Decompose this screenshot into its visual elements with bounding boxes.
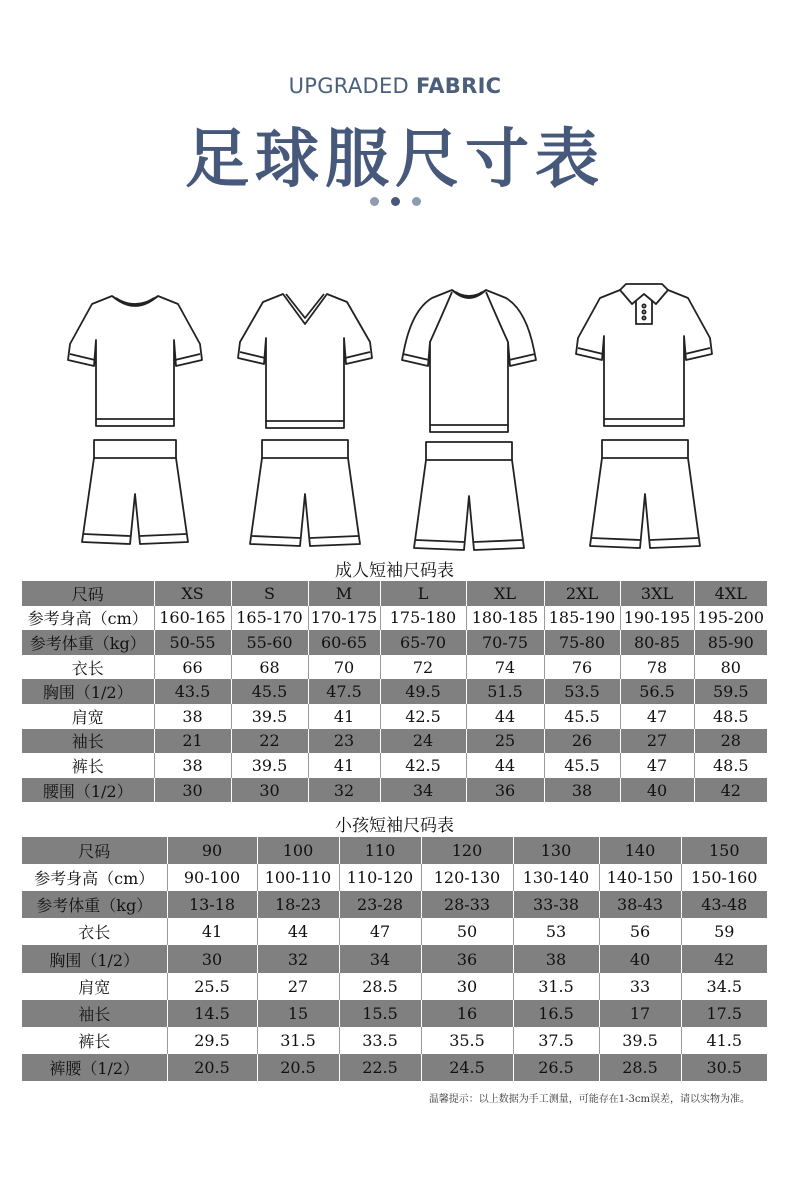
table-cell: 23-28 (339, 891, 421, 918)
table-caption: 小孩短袖尺码表 (22, 810, 767, 837)
shorts-icon (82, 440, 188, 544)
table-cell: 14.5 (167, 1000, 257, 1027)
table-cell: 47 (620, 753, 694, 778)
table-cell: 45.5 (231, 679, 308, 704)
table-cell: 44 (257, 918, 339, 945)
table-cell: 110-120 (339, 864, 421, 891)
row-label: 尺码 (22, 581, 154, 606)
table-row (22, 704, 767, 729)
table-cell: 39.5 (231, 704, 308, 729)
table-cell: 38 (154, 753, 231, 778)
size-header-cell: M (308, 581, 380, 606)
row-label: 裤长 (22, 1027, 167, 1054)
table-cell: 31.5 (257, 1027, 339, 1054)
table-cell: 175-180 (380, 606, 466, 631)
table-row (22, 729, 767, 754)
row-label: 参考身高（cm） (22, 606, 154, 631)
table-cell: 30 (421, 973, 513, 1000)
table-cell: 30 (167, 945, 257, 972)
table-row (22, 630, 767, 655)
table-cell: 72 (380, 655, 466, 680)
table-cell: 59.5 (694, 679, 767, 704)
table-cell: 42.5 (380, 704, 466, 729)
table-cell: 80-85 (620, 630, 694, 655)
table-cell: 50 (421, 918, 513, 945)
table-cell: 38-43 (599, 891, 681, 918)
row-label: 肩宽 (22, 704, 154, 729)
table-cell: 24 (380, 729, 466, 754)
row-label: 袖长 (22, 729, 154, 754)
table-cell: 42 (694, 778, 767, 803)
table-cell: 26 (544, 729, 620, 754)
table-cell: 18-23 (257, 891, 339, 918)
table-cell: 150-160 (681, 864, 767, 891)
shorts-icon (250, 440, 360, 546)
table-row (22, 1027, 767, 1054)
table-cell: 35.5 (421, 1027, 513, 1054)
table-cell: 38 (154, 704, 231, 729)
table-cell: 53 (513, 918, 599, 945)
garment-illustrations (0, 280, 790, 555)
table-cell: 37.5 (513, 1027, 599, 1054)
table-row (22, 655, 767, 680)
table-cell: 15 (257, 1000, 339, 1027)
table-cell: 25.5 (167, 973, 257, 1000)
size-header-cell: 90 (167, 837, 257, 864)
table-cell: 140-150 (599, 864, 681, 891)
table-cell: 24.5 (421, 1054, 513, 1081)
table-cell: 59 (681, 918, 767, 945)
table-cell: 76 (544, 655, 620, 680)
decorative-dots (370, 197, 422, 207)
table-cell: 130-140 (513, 864, 599, 891)
size-header-cell: XS (154, 581, 231, 606)
table-cell: 55-60 (231, 630, 308, 655)
size-header-cell: 3XL (620, 581, 694, 606)
table-cell: 28-33 (421, 891, 513, 918)
table-cell: 33 (599, 973, 681, 1000)
table-row (22, 753, 767, 778)
row-label: 胸围（1/2） (22, 679, 154, 704)
table-caption-row (22, 810, 767, 837)
table-cell: 165-170 (231, 606, 308, 631)
table-cell: 120-130 (421, 864, 513, 891)
measurement-note: 温馨提示：以上数据为手工测量，可能存在1-3cm误差，请以实物为准。 (428, 1094, 750, 1105)
table-row (22, 1000, 767, 1027)
table-cell: 80 (694, 655, 767, 680)
table-cell: 22 (231, 729, 308, 754)
size-header-cell: 110 (339, 837, 421, 864)
table-cell: 195-200 (694, 606, 767, 631)
row-label: 肩宽 (22, 973, 167, 1000)
table-row (22, 679, 767, 704)
size-header-cell: XL (466, 581, 544, 606)
dot-icon (412, 197, 421, 206)
shorts-icon (590, 440, 700, 548)
table-cell: 41 (308, 753, 380, 778)
table-cell: 30 (154, 778, 231, 803)
size-header-cell: 120 (421, 837, 513, 864)
table-cell: 30.5 (681, 1054, 767, 1081)
row-label: 裤长 (22, 753, 154, 778)
table-cell: 56 (599, 918, 681, 945)
table-cell: 39.5 (231, 753, 308, 778)
table-cell: 44 (466, 704, 544, 729)
table-cell: 48.5 (694, 753, 767, 778)
table-cell: 60-65 (308, 630, 380, 655)
table-cell: 39.5 (599, 1027, 681, 1054)
table-cell: 38 (544, 778, 620, 803)
table-cell: 41.5 (681, 1027, 767, 1054)
table-cell: 15.5 (339, 1000, 421, 1027)
table-cell: 42.5 (380, 753, 466, 778)
table-cell: 36 (466, 778, 544, 803)
table-cell: 47.5 (308, 679, 380, 704)
table-row (22, 606, 767, 631)
size-header-cell: S (231, 581, 308, 606)
row-label: 袖长 (22, 1000, 167, 1027)
table-cell: 180-185 (466, 606, 544, 631)
table-cell: 190-195 (620, 606, 694, 631)
table-cell: 33.5 (339, 1027, 421, 1054)
row-label: 腰围（1/2） (22, 778, 154, 803)
table-cell: 43.5 (154, 679, 231, 704)
table-cell: 48.5 (694, 704, 767, 729)
size-header-cell: L (380, 581, 466, 606)
row-label: 胸围（1/2） (22, 945, 167, 972)
table-cell: 34 (380, 778, 466, 803)
table-cell: 29.5 (167, 1027, 257, 1054)
table-cell: 70-75 (466, 630, 544, 655)
table-cell: 185-190 (544, 606, 620, 631)
table-cell: 56.5 (620, 679, 694, 704)
table-cell: 26.5 (513, 1054, 599, 1081)
row-label: 衣长 (22, 918, 167, 945)
size-header-cell: 140 (599, 837, 681, 864)
table-cell: 17 (599, 1000, 681, 1027)
table-cell: 16 (421, 1000, 513, 1027)
table-row (22, 918, 767, 945)
row-label: 参考体重（kg） (22, 630, 154, 655)
table-cell: 34 (339, 945, 421, 972)
table-row (22, 891, 767, 918)
table-cell: 27 (257, 973, 339, 1000)
table-cell: 33-38 (513, 891, 599, 918)
table-cell: 20.5 (257, 1054, 339, 1081)
table-cell: 16.5 (513, 1000, 599, 1027)
table-cell: 28 (694, 729, 767, 754)
table-cell: 74 (466, 655, 544, 680)
table-cell: 30 (231, 778, 308, 803)
row-label: 衣长 (22, 655, 154, 680)
table-row (22, 778, 767, 803)
v-neck-shirt-icon (238, 294, 372, 428)
table-cell: 32 (257, 945, 339, 972)
table-cell: 47 (620, 704, 694, 729)
crew-neck-shirt-icon (68, 296, 202, 426)
table-cell: 40 (620, 778, 694, 803)
dot-icon (370, 197, 379, 206)
table-cell: 170-175 (308, 606, 380, 631)
size-header-cell: 4XL (694, 581, 767, 606)
table-cell: 90-100 (167, 864, 257, 891)
table-cell: 68 (231, 655, 308, 680)
subtitle-light: UPGRADED (288, 74, 416, 98)
table-cell: 43-48 (681, 891, 767, 918)
shorts-icon (414, 442, 524, 550)
table-cell: 40 (599, 945, 681, 972)
table-cell: 53.5 (544, 679, 620, 704)
table-row (22, 1054, 767, 1081)
size-header-cell: 2XL (544, 581, 620, 606)
row-label: 裤腰（1/2） (22, 1054, 167, 1081)
size-header-cell: 150 (681, 837, 767, 864)
table-row (22, 973, 767, 1000)
table-cell: 65-70 (380, 630, 466, 655)
table-cell: 23 (308, 729, 380, 754)
raglan-shirt-icon (402, 290, 536, 432)
table-cell: 13-18 (167, 891, 257, 918)
size-header-cell: 100 (257, 837, 339, 864)
table-header-row (22, 837, 767, 864)
table-cell: 27 (620, 729, 694, 754)
table-cell: 31.5 (513, 973, 599, 1000)
table-caption-row (22, 556, 767, 581)
subtitle-bold: FABRIC (416, 74, 502, 98)
table-cell: 51.5 (466, 679, 544, 704)
table-cell: 32 (308, 778, 380, 803)
table-cell: 45.5 (544, 704, 620, 729)
subtitle (0, 74, 790, 98)
table-cell: 41 (167, 918, 257, 945)
table-cell: 25 (466, 729, 544, 754)
table-cell: 21 (154, 729, 231, 754)
dot-icon (391, 197, 400, 206)
table-cell: 75-80 (544, 630, 620, 655)
table-cell: 17.5 (681, 1000, 767, 1027)
row-label: 尺码 (22, 837, 167, 864)
table-cell: 70 (308, 655, 380, 680)
table-cell: 28.5 (599, 1054, 681, 1081)
table-row (22, 864, 767, 891)
table-caption: 成人短袖尺码表 (22, 556, 767, 581)
table-cell: 42 (681, 945, 767, 972)
row-label: 参考身高（cm） (22, 864, 167, 891)
table-cell: 66 (154, 655, 231, 680)
table-cell: 49.5 (380, 679, 466, 704)
table-cell: 36 (421, 945, 513, 972)
size-header-cell: 130 (513, 837, 599, 864)
table-cell: 78 (620, 655, 694, 680)
table-cell: 45.5 (544, 753, 620, 778)
table-cell: 38 (513, 945, 599, 972)
table-cell: 100-110 (257, 864, 339, 891)
table-cell: 41 (308, 704, 380, 729)
row-label: 参考体重（kg） (22, 891, 167, 918)
page-title: 足球服尺寸表 (185, 123, 605, 197)
adult-size-table (22, 556, 767, 802)
table-cell: 85-90 (694, 630, 767, 655)
kid-size-table (22, 810, 767, 1081)
table-cell: 20.5 (167, 1054, 257, 1081)
table-cell: 28.5 (339, 973, 421, 1000)
table-cell: 50-55 (154, 630, 231, 655)
table-header-row (22, 581, 767, 606)
table-cell: 22.5 (339, 1054, 421, 1081)
table-cell: 34.5 (681, 973, 767, 1000)
table-cell: 160-165 (154, 606, 231, 631)
table-cell: 44 (466, 753, 544, 778)
table-row (22, 945, 767, 972)
polo-shirt-icon (576, 284, 712, 426)
table-cell: 47 (339, 918, 421, 945)
